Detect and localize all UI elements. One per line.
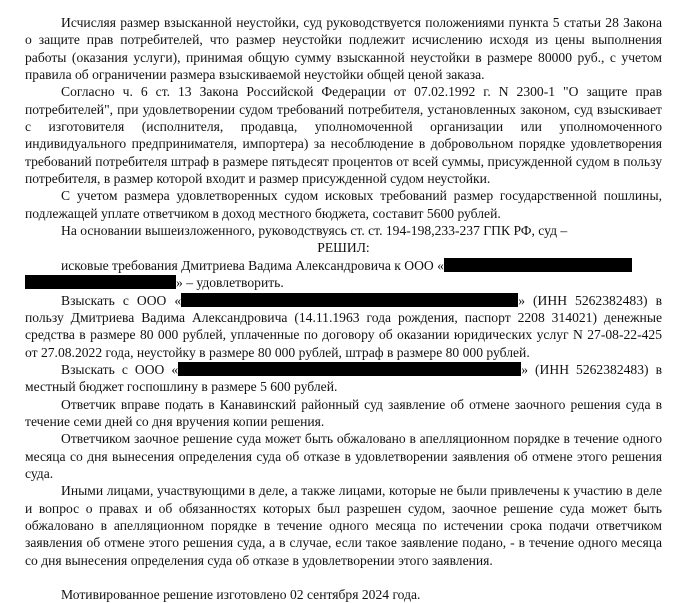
redacted-company-name — [444, 258, 632, 272]
paragraph-recovery-to-budget — [25, 361, 662, 396]
recovery-text: Взыскать с ООО « — [61, 292, 182, 308]
paragraph-claims-granted — [25, 257, 662, 292]
paragraph-appeal-others: Иными лицами, участвующими в деле, а также лицами, которые не были привлечены к участию в деле и вопрос о правах и об обязанностях которых был разрешен судом, заочное решение суда может быть обжаловано в апелляционном порядке в течение одного месяца по истечении срока подачи ответчиком заявления об отмене этого решения суда, а в случае, если такое заявление подано, - в течение одного месяца со дня вынесения определения суда об отказе в удовлетворении этого заявления. — [25, 483, 662, 568]
redacted-company-name — [178, 362, 521, 376]
budget-fee-text: местный бюджет госпошлину в размере 5 600 рублей. — [25, 379, 338, 395]
court-decision-document — [25, 14, 662, 603]
paragraph-motivated-decision-date: Мотивированное решение изготовлено 02 сентября 2024 года. — [61, 587, 421, 602]
paragraph-appeal-defendant: Ответчиком заочное решение суда может быть обжаловано в апелляционном порядке в течение одного месяца со дня вынесения определения суда об отказе в удовлетворении заявления об отмене этого решения суда. — [25, 431, 662, 481]
inn-text: » (ИНН 5262382483) в — [521, 361, 662, 377]
paragraph-penalty-calculation: Исчисляя размер взысканной неустойки, суд руководствуется положениями пункта 5 статьи 28 Закона о защите прав потребителей, что размер неустойки подлежит исчислению исходя из цены выполнения работы (оказания услуги), принимая общую сумму взысканной неустойки в размере 80000 руб., с учетом правила об ограничении размера взыскиваемой неустойки общей ценой заказа. — [25, 15, 662, 83]
paragraph-legal-basis: На основании вышеизложенного, руководствуясь ст. ст. 194-198,233-237 ГПК РФ, суд – — [61, 223, 568, 239]
paragraph-cancellation-right: Ответчик вправе подать в Канавинский районный суд заявление об отмене заочного решения суда в течение семи дней со дня вручения копии решения. — [25, 396, 662, 429]
paragraph-recovery-to-plaintiff — [25, 292, 662, 361]
recovery-text: Взыскать с ООО « — [61, 361, 179, 377]
redacted-company-name — [181, 293, 518, 307]
decision-heading: РЕШИЛ: — [317, 240, 370, 256]
claims-granted-text: » – удовлетворить. — [176, 275, 284, 291]
spacer — [25, 569, 662, 586]
recovery-details: пользу Дмитриева Вадима Александровича (14.11.1963 года рождения, паспорт 2208 314021) денежные средства в размере 80 000 рублей, уплаченные по договору об оказании юридических услуг N 27-08-22-425 от 27.08.2022 года, неустойку в размере 80 000 рублей, штраф в размере 80 000 рублей. — [25, 309, 662, 360]
claims-text: исковые требования Дмитриева Вадима Александровича к ООО « — [61, 257, 444, 273]
redacted-company-name-cont — [25, 275, 176, 289]
paragraph-state-fee: С учетом размера удовлетворенных судом исковых требований размер государственной пошлины, подлежащей уплате ответчиком в доход местного бюджета, составит 5600 рублей. — [25, 188, 662, 221]
paragraph-consumer-fine: Согласно ч. 6 ст. 13 Закона Российской Федерации от 07.02.1992 г. N 2300-1 "О защите прав потребителей", при удовлетворении судом требований потребителя, установленных законом, суд взыскивает с изготовителя (исполнителя, продавца, уполномоченной организации или уполномоченного индивидуального предпринимателя, импортера) за несоблюдение в добровольном порядке удовлетворения требований потребителя штраф в размере пятьдесят процентов от всей суммы, присужденной судом в пользу потребителя, в размер которой входит и размер присужденной судом неустойки. — [25, 84, 662, 187]
inn-text: » (ИНН 5262382483) в — [518, 292, 662, 308]
